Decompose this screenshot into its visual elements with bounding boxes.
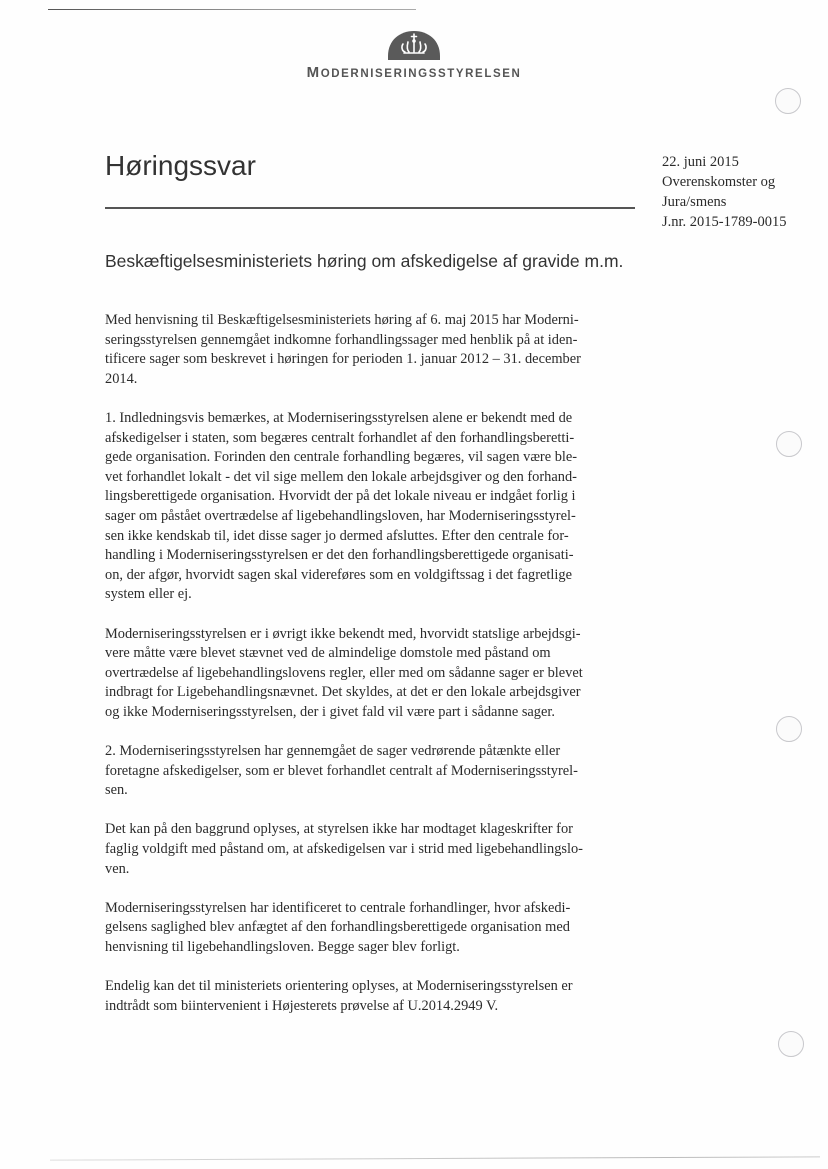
paragraph-arbitration: [105, 820, 640, 879]
text-line: afskedigelser i staten, som begæres centralt forhandlet af den forhandlingsberetti-: [105, 429, 575, 446]
text-line: lingsberettigede organisation. Hvorvidt der på det lokale niveau er indgået forlig i: [105, 488, 576, 505]
meta-department: Overenskomster og: [662, 174, 776, 190]
text-line: handling i Moderniseringsstyrelsen er det den forhandlingsberettigede organisati-: [105, 547, 574, 564]
organization-logo: [0, 30, 828, 81]
subject-line: Beskæftigelsesministeriets høring om afskedigelse af gravide: [105, 251, 580, 271]
text-line: Moderniseringsstyrelsen er i øvrigt ikke bekendt med, hvorvidt statslige arbejdsgi-: [105, 625, 581, 642]
text-line: vet forhandlet lokalt - det vil sige mellem den lokale arbejdsgiver og den forhand-: [105, 468, 577, 485]
text-line: sen.: [105, 782, 128, 799]
paragraph-conclusion: [105, 977, 640, 1016]
text-line: on, der afgør, hvorvidt sagen skal videreføres som en voldgiftssag i det fagretlige: [105, 566, 572, 583]
document-body: [105, 311, 640, 1036]
paragraph-point-2: [105, 742, 640, 801]
text-line: henvisning til ligebehandlingsloven. Begge sager blev forligt.: [105, 939, 460, 955]
paragraph-intro: [105, 311, 640, 389]
document-subject: [105, 249, 625, 273]
text-line: 2. Moderniseringsstyrelsen har gennemgået de sager vedrørende påtænkte eller: [105, 743, 561, 760]
paragraph-point-1: [105, 409, 640, 605]
top-edge-rule: [48, 9, 416, 10]
subject-line: m.m.: [584, 251, 624, 271]
text-line: overtrædelse af ligebehandlingslovens regler, eller med om sådanne sager er blevet: [105, 664, 583, 681]
text-line: sager om påstået overtrædelse af ligebehandlingsloven, har Moderniseringsstyrel-: [105, 507, 576, 524]
text-line: gelsens saglighed blev anfægtet af den forhandlingsberettigede organisation med: [105, 919, 570, 936]
punch-hole: [776, 716, 802, 742]
bottom-edge-rule: [50, 1156, 820, 1160]
paragraph-negotiations: [105, 899, 640, 958]
text-line: 2014.: [105, 370, 138, 387]
text-line: Endelig kan det til ministeriets orientering oplyses, at Moderniseringsstyrelsen er: [105, 978, 573, 995]
paragraph-courts: [105, 625, 640, 723]
text-line: 1. Indledningsvis bemærkes, at Moderniseringsstyrelsen alene er bekendt med de: [105, 409, 573, 426]
document-title: Høringssvar: [105, 150, 256, 181]
text-line: vere måtte være blevet stævnet ved de almindelige domstole med påstand om: [105, 645, 551, 662]
text-line: indtrådt som biintervenient i Højesterets prøvelse af U.2014.2949 V.: [105, 997, 499, 1014]
text-line: Moderniseringsstyrelsen har identificeret to centrale forhandlinger, hvor afskedi-: [105, 899, 571, 916]
punch-hole: [776, 431, 802, 457]
text-line: seringsstyrelsen gennemgået indkomne forhandlingssager med henblik på at iden-: [105, 331, 578, 348]
text-line: tificere sager som beskrevet i høringen for perioden 1. januar 2012 – 31. december: [105, 351, 581, 368]
text-line: og ikke Moderniseringsstyrelsen, der i givet fald vil være part i sådanne sager.: [105, 703, 555, 720]
punch-hole: [778, 1031, 804, 1057]
meta-case-number: J.nr. 2015-1789-0015: [662, 214, 787, 230]
text-line: Med henvisning til Beskæftigelsesministeriets høring af 6. maj 2015 har Moderni-: [105, 312, 579, 328]
organization-name: MODERNISERINGSSTYRELSEN: [306, 64, 522, 81]
text-line: faglig voldgift med påstand om, at afskedigelsen var i strid med ligebehandlingslo-: [105, 841, 583, 858]
text-line: indbragt for Ligebehandlingsnævnet. Det skyldes, at det er den lokale arbejdsgiver: [105, 684, 581, 701]
title-divider: [105, 207, 635, 209]
text-line: sen ikke kendskab til, idet disse sager jo dermed afsluttes. Efter den centrale for-: [105, 527, 569, 544]
text-line: foretagne afskedigelser, som er blevet forhandlet centralt af Moderniseringsstyrel-: [105, 762, 578, 779]
document-meta: [662, 152, 786, 232]
punch-hole: [775, 88, 801, 114]
meta-date: 22. juni 2015: [662, 154, 739, 170]
meta-author: Jura/smens: [662, 194, 727, 210]
text-line: system eller ej.: [105, 586, 192, 603]
crown-arch-icon: [386, 30, 442, 60]
text-line: ven.: [105, 860, 130, 877]
text-line: gede organisation. Forinden den centrale forhandling begæres, vil sagen være ble-: [105, 449, 578, 466]
text-line: Det kan på den baggrund oplyses, at styrelsen ikke har modtaget klageskrifter for: [105, 821, 573, 838]
